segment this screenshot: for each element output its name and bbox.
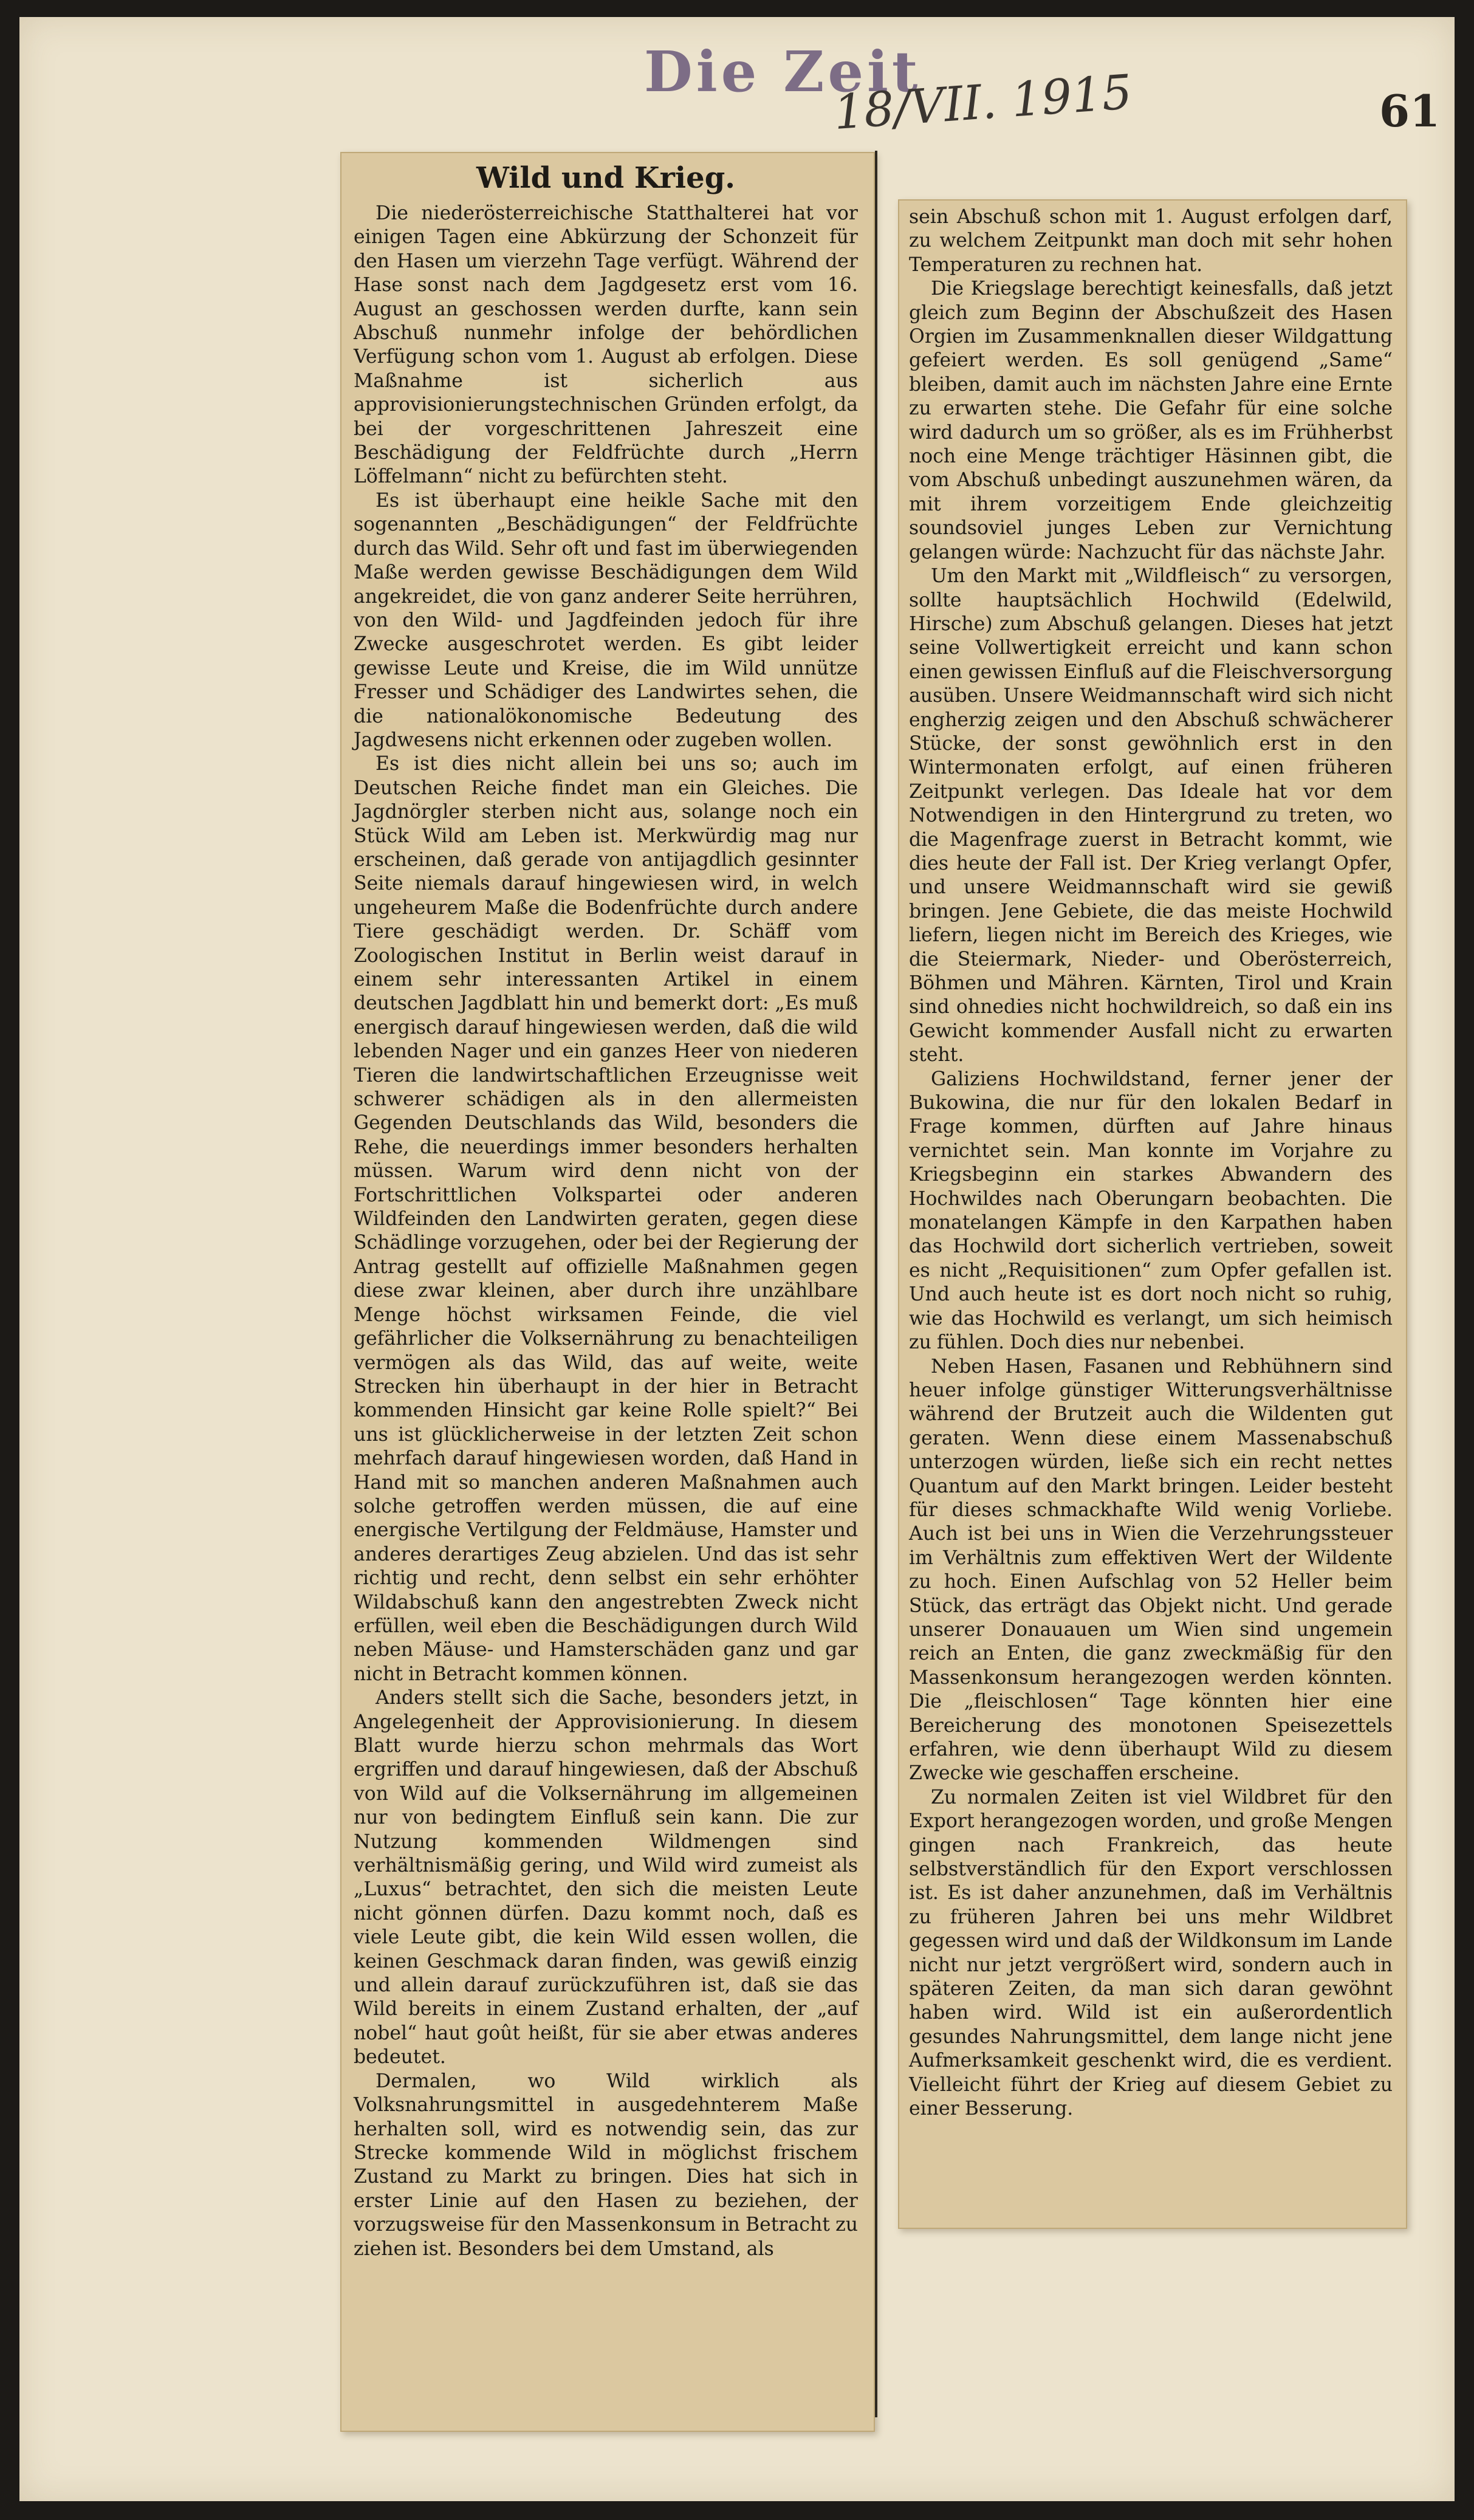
handwritten-date: 18/VII. 1915 xyxy=(832,64,1134,141)
paragraph: Es ist überhaupt eine heikle Sache mit den sogenannten „Beschädigungen“ der Feldfrüchte durch das Wild. Sehr oft und fast im überwiegenden Maße werden gewisse Beschädigungen dem Wild angekreidet, die von ganz anderer Seite herrühren, von den Wild- und Jagdfeinden jedoch für ihre Zwecke ausgeschrotet werden. Es gibt leider gewisse Leute und Kreise, die im Wild unnütze Fresser und Schädiger des Landwirtes sehen, die die nationalökonomische Bedeutung des Jagdwesens nicht erkennen oder zugeben wollen. xyxy=(354,489,858,751)
clipping-left-column xyxy=(340,152,875,2432)
page-number: 61 xyxy=(1379,85,1441,137)
column-rule xyxy=(875,151,877,2417)
paragraph: Dermalen, wo Wild wirklich als Volksnahrungsmittel in ausgedehnterem Maße herhalten soll, wird es notwendig sein, das zur Strecke kommende Wild in möglichst frischem Zustand zu Markt zu bringen. Dies hat sich in erster Linie auf den Hasen zu beziehen, der vorzugsweise für den Massenkonsum in Betracht zu ziehen ist. Besonders bei dem Umstand, als xyxy=(354,2070,858,2260)
paragraph: Neben Hasen, Fasanen und Rebhühnern sind heuer infolge günstiger Witterungsverhältnisse während der Brutzeit auch die Wildenten gut geraten. Wenn diese einem Massenabschuß unterzogen würden, ließe sich ein recht nettes Quantum auf den Markt bringen. Leider besteht für dieses schmackhafte Wild wenig Vorliebe. Auch ist bei uns in Wien die Verzehrungssteuer im Verhältnis zum effektiven Wert der Wildente zu hoch. Einen Aufschlag von 52 Heller beim Stück, das erträgt das Objekt nicht. Und gerade unserer Donauauen um Wien sind ungemein reich an Enten, die ganz zweckmäßig für den Massenkonsum herangezogen werden könnten. Die „fleischlosen“ Tage könnten hier eine Bereicherung des monotonen Speisezettels erfahren, wie denn überhaupt Wild zu diesem Zwecke wie geschaffen erscheine. xyxy=(909,1355,1393,1785)
paragraph: Galiziens Hochwildstand, ferner jener der Bukowina, die nur für den lokalen Bedarf in Frage kommen, dürften auf Jahre hinaus vernichtet sein. Man konnte im Vorjahre zu Kriegsbeginn ein starkes Abwandern des Hochwildes nach Oberungarn beobachten. Die monatelangen Kämpfe in den Karpathen haben das Hochwild dort sicherlich vertrieben, soweit es nicht „Requisitionen“ zum Opfer gefallen ist. Und auch heute ist es dort noch nicht so ruhig, wie das Hochwild es verlangt, um sich heimisch zu fühlen. Doch dies nur nebenbei. xyxy=(909,1068,1393,1354)
paragraph: sein Abschuß schon mit 1. August erfolgen darf, zu welchem Zeitpunkt man doch mit sehr hohen Temperaturen zu rechnen hat. xyxy=(909,206,1393,276)
paragraph: Anders stellt sich die Sache, besonders jetzt, in Angelegenheit der Approvisionierung. In diesem Blatt wurde hierzu schon mehrmals das Wort ergriffen und darauf hingewiesen, daß der Abschuß von Wild auf die Volksernährung im allgemeinen nur von bedingtem Einfluß sein kann. Die zur Nutzung kommenden Wildmengen sind verhältnismäßig gering, und Wild wird zumeist als „Luxus“ betrachtet, den sich die meisten Leute nicht gönnen dürfen. Dazu kommt noch, daß es viele Leute gibt, die kein Wild essen wollen, die keinen Geschmack daran finden, was gewiß einzig und allein darauf zurückzuführen ist, daß sie das Wild bereits in einem Zustand erhalten, der „auf nobel“ haut goût heißt, für sie aber etwas anderes bedeutet. xyxy=(354,1687,858,2069)
newspaper-stamp: Die Zeit xyxy=(644,39,922,105)
paragraph: Um den Markt mit „Wildfleisch“ zu versorgen, sollte hauptsächlich Hochwild (Edelwild, Hirsche) zum Abschuß gelangen. Dieses hat jetzt seine Vollwertigkeit erreicht und kann schon einen gewissen Einfluß auf die Fleischversorgung ausüben. Unsere Weidmannschaft wird sich nicht engherzig zeigen und den Abschuß schwächerer Stücke, der sonst gewöhnlich erst in den Wintermonaten erfolgt, auf einen früheren Zeitpunkt verlegen. Das Ideale hat vor dem Notwendigen in den Hintergrund zu treten, wo die Magenfrage zuerst in Betracht kommt, wie dies heute der Fall ist. Der Krieg verlangt Opfer, und unsere Weidmannschaft wird sie gewiß bringen. Jene Gebiete, die das meiste Hochwild liefern, liegen nicht im Bereich des Krieges, wie die Steiermark, Nieder- und Oberösterreich, Böhmen und Mähren. Kärnten, Tirol und Krain sind ohnedies nicht hochwildreich, so daß ein ins Gewicht kommender Ausfall nicht zu erwarten steht. xyxy=(909,565,1393,1066)
paragraph: Die Kriegslage berechtigt keinesfalls, daß jetzt gleich zum Beginn der Abschußzeit des Hasen Orgien im Zusammenknallen dieser Wildgattung gefeiert werden. Es soll genügend „Same“ bleiben, damit auch im nächsten Jahre eine Ernte zu erwarten stehe. Die Gefahr für eine solche wird dadurch um so größer, als es im Frühherbst noch eine Menge trächtiger Häsinnen gibt, die vom Abschuß unbedingt auszunehmen wären, da mit ihrem vorzeitigem Ende gleichzeitig soundsoviel junges Leben zur Vernichtung gelangen würde: Nachzucht für das nächste Jahr. xyxy=(909,278,1393,563)
paragraph: Zu normalen Zeiten ist viel Wildbret für den Export herangezogen worden, und große Mengen gingen nach Frankreich, das heute selbstverständlich für den Export verschlossen ist. Es ist daher anzunehmen, daß im Verhältnis zu früheren Jahren bei uns mehr Wildbret gegessen wird und daß der Wildkonsum im Lande nicht nur jetzt vergrößert wird, sondern auch in späteren Zeiten, da man sich daran gewöhnt haben wird. Wild ist ein außerordentlich gesundes Nahrungsmittel, dem lange nicht jene Aufmerksamkeit geschenkt wird, die es verdient. Vielleicht führt der Krieg auf diesem Gebiet zu einer Besserung. xyxy=(909,1786,1393,2120)
paragraph: Die niederösterreichische Statthalterei hat vor einigen Tagen eine Abkürzung der Schonzeit für den Hasen um vierzehn Tage verfügt. Während der Hase sonst nach dem Jagdgesetz erst vom 16. August an geschossen werden durfte, kann sein Abschuß nunmehr infolge der behördlichen Verfügung schon vom 1. August ab erfolgen. Diese Maßnahme ist sicherlich aus approvisionierungstechnischen Gründen erfolgt, da bei der vorgeschrittenen Jahreszeit eine Beschädigung der Feldfrüchte durch „Herrn Löffelmann“ nicht zu befürchten steht. xyxy=(354,202,858,488)
clipping-right-column xyxy=(898,199,1407,2229)
paragraph: Es ist dies nicht allein bei uns so; auch im Deutschen Reiche findet man ein Gleiches. Die Jagdnörgler sterben nicht aus, solange noch ein Stück Wild am Leben ist. Merkwürdig mag nur erscheinen, daß gerade von antijagdlich gesinnter Seite niemals darauf hingewiesen wird, in welch ungeheurem Maße die Bodenfrüchte durch andere Tiere geschädigt werden. Dr. Schäff vom Zoologischen Institut in Berlin weist darauf in einem sehr interessanten Artikel in einem deutschen Jagdblatt hin und bemerkt dort: „Es muß energisch darauf hingewiesen werden, daß die wild lebenden Nager und ein ganzes Heer von niederen Tieren die landwirtschaftlichen Erzeugnisse weit schwerer schädigen als in den allermeisten Gegenden Deutschlands das Wild, besonders die Rehe, die neuerdings immer besonders herhalten müssen. Warum wird denn nicht von der Fortschrittlichen Volkspartei oder anderen Wildfeinden den Landwirten geraten, gegen diese Schädlinge vorzugehen, oder bei der Regierung der Antrag gestellt auf offizielle Maßnahmen gegen diese zwar kleinen, aber durch ihre unzählbare Menge höchst wirksamen Feinde, die viel gefährlicher die Volksernährung zu benachteiligen vermögen als das Wild, das auf weite, weite Strecken hin überhaupt in der hier in Betracht kommenden Hinsicht gar keine Rolle spielt?“ Bei uns ist glücklicherweise in der letzten Zeit schon mehrfach darauf hingewiesen worden, daß Hand in Hand mit so manchen anderen Maßnahmen auch solche getroffen werden müssen, die auf eine energische Vertilgung der Feldmäuse, Hamster und anderes derartiges Zeug abzielen. Und das ist sehr richtig und recht, denn selbst ein sehr erhöhter Wildabschuß kann den angestrebten Zweck nicht erfüllen, weil eben die Beschädigungen durch Wild neben Mäuse- und Hamsterschäden ganz und gar nicht in Betracht kommen können. xyxy=(354,753,858,1685)
article-title: Wild und Krieg. xyxy=(476,161,735,195)
